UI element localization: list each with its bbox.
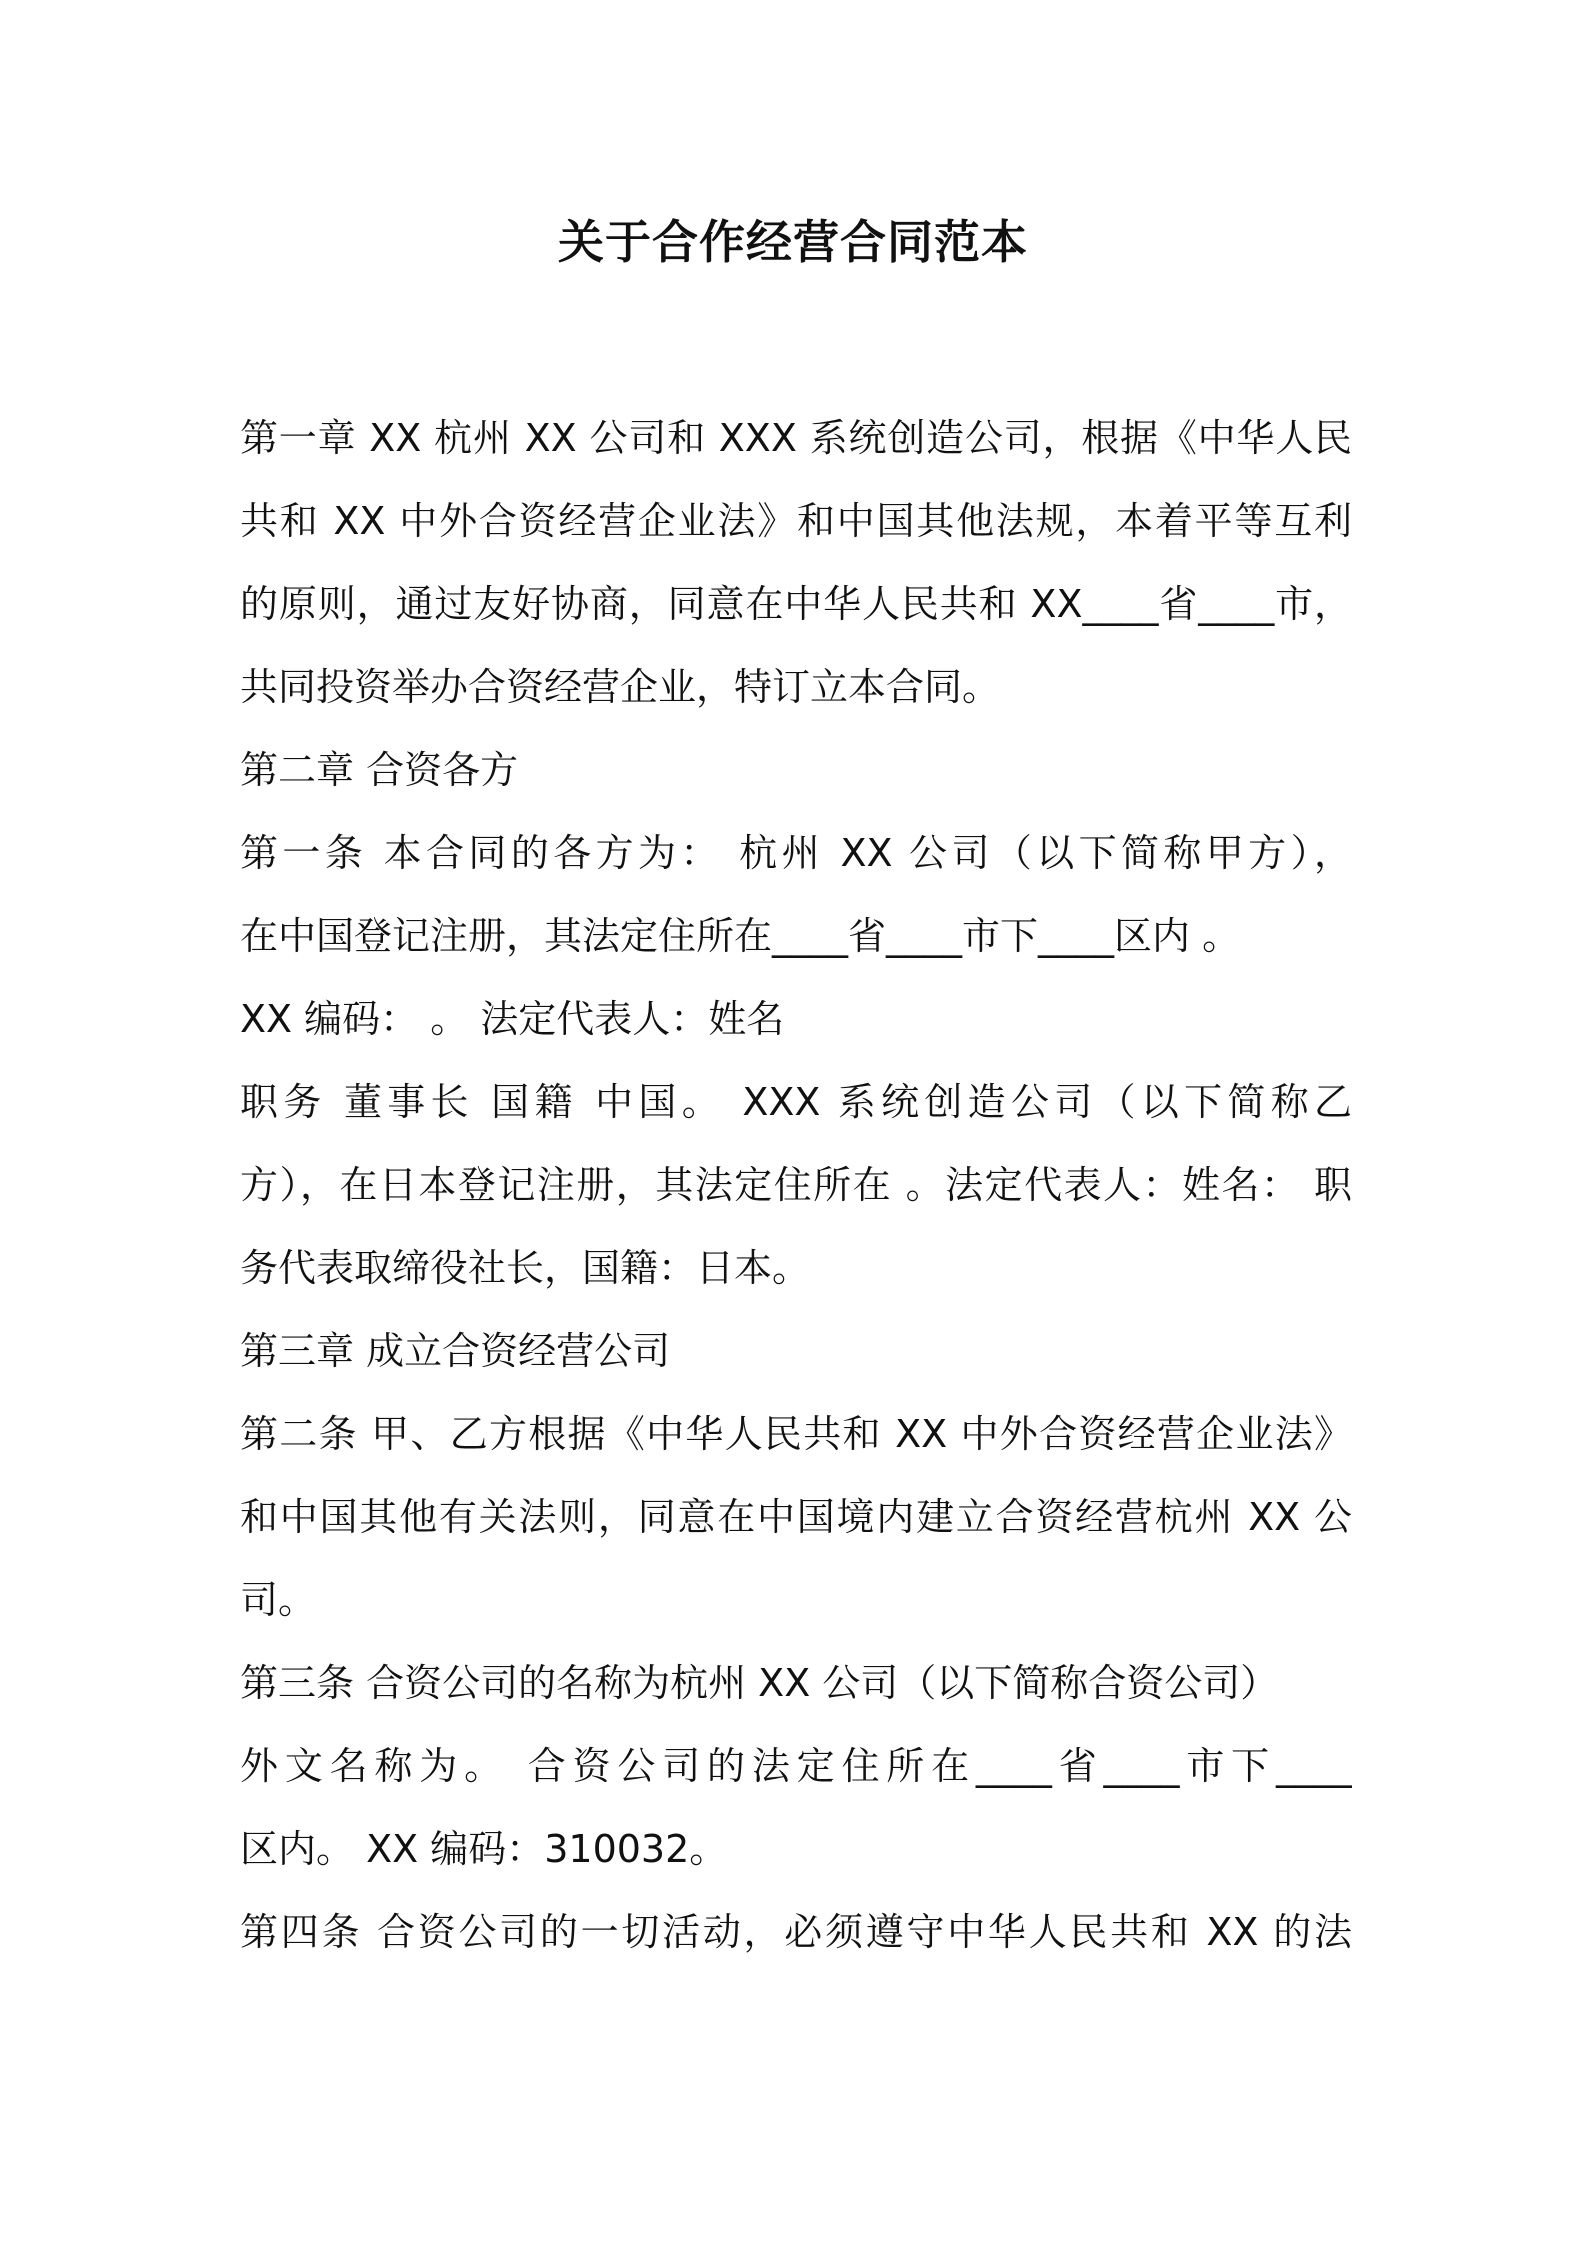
paragraph-line: XX 编码： 。 法定代表人：姓名: [240, 997, 785, 1041]
paragraph-line: 的原则，通过友好协商，同意在中华人民共和 XX____省____市，: [240, 582, 1352, 626]
paragraph-line: 第二条 甲、乙方根据《中华人民共和 XX 中外合资经营企业法》: [240, 1412, 1352, 1456]
paragraph-line: 职务 董事长 国籍 中国。 XXX 系统创造公司（以下简称乙: [240, 1080, 1352, 1124]
paragraph-line: 第一条 本合同的各方为： 杭州 XX 公司（以下简称甲方），: [240, 831, 1352, 875]
chapter-heading: 第三章 成立合资经营公司: [240, 1329, 671, 1373]
paragraph-line: 和中国其他有关法则，同意在中国境内建立合资经营杭州 XX 公: [240, 1495, 1352, 1539]
paragraph-line: 司。: [240, 1578, 317, 1622]
paragraph-line: 第三条 合资公司的名称为杭州 XX 公司（以下简称合资公司）: [240, 1661, 1279, 1705]
document-title: 关于合作经营合同范本: [558, 215, 1028, 269]
paragraph-line: 务代表取缔役社长，国籍：日本。: [240, 1246, 811, 1290]
paragraph-line: 区内。 XX 编码：310032。: [240, 1827, 728, 1871]
paragraph-line: 方），在日本登记注册，其法定住所在 。法定代表人：姓名： 职: [240, 1163, 1352, 1207]
chapter-heading: 第二章 合资各方: [240, 748, 519, 792]
paragraph-line: 外文名称为。 合资公司的法定住所在____省____市下____: [240, 1744, 1352, 1788]
paragraph-line: 第四条 合资公司的一切活动，必须遵守中华人民共和 XX 的法: [240, 1910, 1352, 1954]
paragraph-line: 在中国登记注册，其法定住所在____省____市下____区内 。: [240, 914, 1241, 958]
paragraph-line: 共和 XX 中外合资经营企业法》和中国其他法规，本着平等互利: [240, 499, 1352, 543]
paragraph-line: 第一章 XX 杭州 XX 公司和 XXX 系统创造公司，根据《中华人民: [240, 416, 1352, 460]
paragraph-line: 共同投资举办合资经营企业，特订立本合同。: [240, 665, 1001, 709]
